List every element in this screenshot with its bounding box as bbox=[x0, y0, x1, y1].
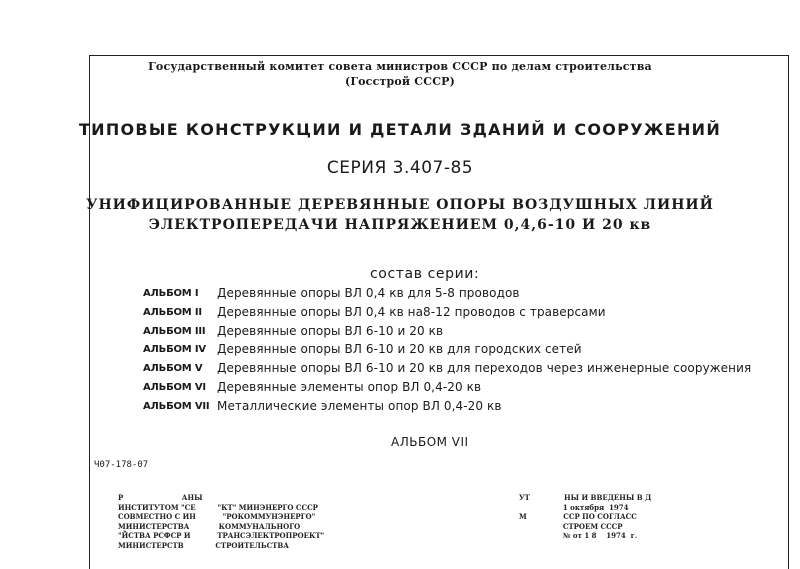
album-label: АЛЬБОМ VII bbox=[143, 401, 210, 412]
approval-block: УТ НЫ И ВВЕДЕНЫ В Д 1 октября 1974 М ССР ПО СОГЛАСС СТРОЕМ СССР № от 1 8 1974 г. bbox=[519, 493, 652, 540]
developer-block: Р АНЫ ИНСТИТУТОМ "СЕ "КТ" МИНЭНЕРГО СССР СОВМЕСТНО С ИН "РОКОММУНЭНЕРГО" МИНИСТЕРСТВА КОММУНАЛЬНОГО "ЙСТВА РСФСР И ТРАНСЭЛЕКТРОПРОЕКТ" МИНИСТЕРСТВ СТРОИТЕЛЬСТВА bbox=[118, 493, 325, 550]
current-album: АЛЬБОМ VII bbox=[391, 435, 469, 449]
album-description: Металлические элементы опор ВЛ 0,4-20 кв bbox=[217, 399, 502, 413]
album-description: Деревянные опоры ВЛ 6-10 и 20 кв bbox=[217, 324, 444, 338]
album-description: Деревянные опоры ВЛ 0,4 кв на8-12 проводов с траверсами bbox=[217, 305, 606, 319]
series-number: СЕРИЯ 3.407-85 bbox=[326, 158, 474, 178]
committee-heading: Государственный комитет совета министров СССР по делам строительства bbox=[148, 60, 652, 73]
subtitle-line-1: УНИФИЦИРОВАННЫЕ ДЕРЕВЯННЫЕ ОПОРЫ ВОЗДУШНЫХ ЛИНИЙ bbox=[86, 197, 714, 213]
album-description: Деревянные опоры ВЛ 0,4 кв для 5-8 проводов bbox=[217, 286, 520, 300]
document-code: Ч07-178-07 bbox=[94, 460, 149, 470]
subtitle-line-2: ЭЛЕКТРОПЕРЕДАЧИ НАПРЯЖЕНИЕМ 0,4,6-10 И 20 кв bbox=[148, 217, 652, 233]
album-label: АЛЬБОМ IV bbox=[143, 344, 206, 355]
page-title: ТИПОВЫЕ КОНСТРУКЦИИ И ДЕТАЛИ ЗДАНИЙ И СООРУЖЕНИЙ bbox=[78, 120, 722, 139]
album-label: АЛЬБОМ I bbox=[143, 288, 199, 299]
album-label: АЛЬБОМ VI bbox=[143, 382, 206, 393]
committee-short-name: (Госстрой СССР) bbox=[344, 75, 456, 88]
album-description: Деревянные опоры ВЛ 6-10 и 20 кв для переходов через инженерные сооружения bbox=[217, 361, 752, 375]
album-description: Деревянные элементы опор ВЛ 0,4-20 кв bbox=[217, 380, 482, 394]
album-description: Деревянные опоры ВЛ 6-10 и 20 кв для городских сетей bbox=[217, 342, 582, 356]
album-label: АЛЬБОМ II bbox=[143, 307, 202, 318]
composition-heading: состав серии: bbox=[370, 266, 480, 282]
album-label: АЛЬБОМ V bbox=[143, 363, 203, 374]
album-label: АЛЬБОМ III bbox=[143, 326, 206, 337]
